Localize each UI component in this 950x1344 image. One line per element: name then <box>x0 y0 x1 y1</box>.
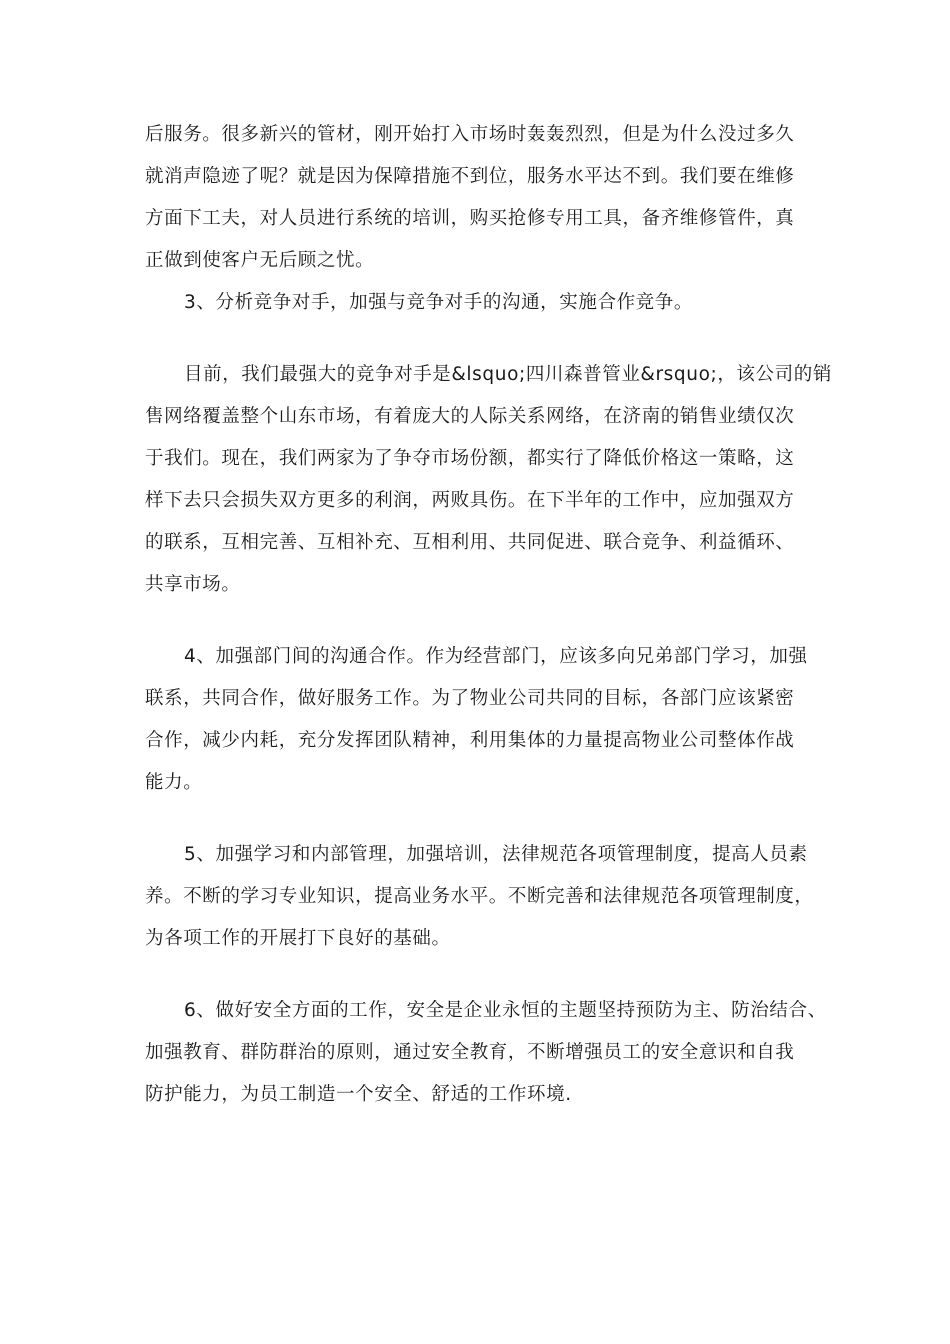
text-line: 样下去只会损失双方更多的利润，两败具伤。在下半年的工作中，应加强双方 <box>145 490 795 511</box>
text-line: 合作，减少内耗，充分发挥团队精神，利用集体的力量提高物业公司整体作战 <box>145 730 795 751</box>
text-line: 就消声隐迹了呢？就是因为保障措施不到位，服务水平达不到。我们要在维修 <box>145 166 795 187</box>
text-line: 为各项工作的开展打下良好的基础。 <box>145 928 451 949</box>
text-line: 方面下工夫，对人员进行系统的培训，购买抢修专用工具，备齐维修管件，真 <box>145 208 795 229</box>
text-line: 于我们。现在，我们两家为了争夺市场份额，都实行了降低价格这一策略，这 <box>145 448 795 469</box>
text-line: 共享市场。 <box>145 574 241 595</box>
text-line: 后服务。很多新兴的管材，刚开始打入市场时轰轰烈烈，但是为什么没过多久 <box>145 124 795 145</box>
text-line: 联系，共同合作，做好服务工作。为了物业公司共同的目标，各部门应该紧密 <box>145 688 795 709</box>
text-line: 能力。 <box>145 772 203 793</box>
section-heading-4: 4、加强部门间的沟通合作。作为经营部门，应该多向兄弟部门学习，加强 <box>184 646 808 667</box>
text-line: 售网络覆盖整个山东市场，有着庞大的人际关系网络，在济南的销售业绩仅次 <box>145 406 795 427</box>
text-line: 防护能力，为员工制造一个安全、舒适的工作环境. <box>145 1084 572 1105</box>
section-heading-6: 6、做好安全方面的工作，安全是企业永恒的主题坚持预防为主、防治结合、 <box>184 1000 827 1021</box>
text-line: 加强教育、群防群治的原则，通过安全教育，不断增强员工的安全意识和自我 <box>145 1042 795 1063</box>
text-line: 养。不断的学习专业知识，提高业务水平。不断完善和法律规范各项管理制度， <box>145 886 814 907</box>
section-heading-5: 5、加强学习和内部管理，加强培训，法律规范各项管理制度，提高人员素 <box>184 844 808 865</box>
text-line: 目前，我们最强大的竞争对手是&lsquo;四川森普管业&rsquo;，该公司的销 <box>184 364 832 385</box>
section-heading-3: 3、分析竞争对手，加强与竞争对手的沟通，实施合作竞争。 <box>184 292 693 313</box>
text-line: 正做到使客户无后顾之忧。 <box>145 250 375 271</box>
text-line: 的联系，互相完善、互相补充、互相利用、共同促进、联合竞争、利益循环、 <box>145 532 795 553</box>
